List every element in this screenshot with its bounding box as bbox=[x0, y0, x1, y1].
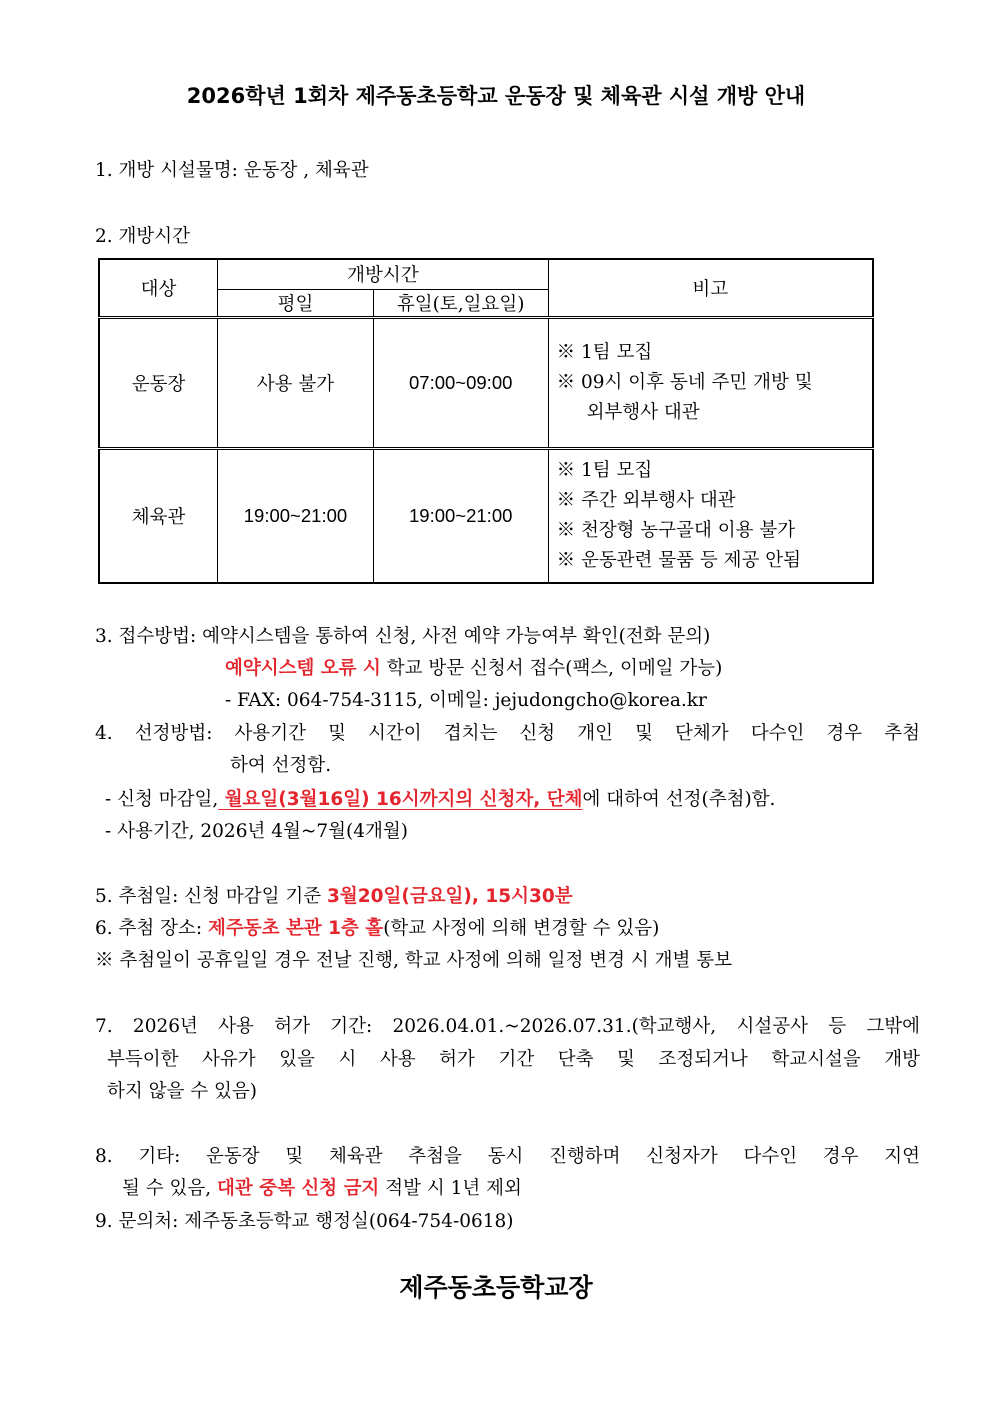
row-weekday: 19:00~21:00 bbox=[218, 448, 374, 583]
system-error-highlight: 예약시스템 오류 시 bbox=[225, 658, 381, 679]
item-other: 8. 기타: 운동장 및 체육관 추첨을 동시 진행하며 신청자가 다수인 경우 지연 bbox=[95, 1146, 920, 1167]
header-note: 비고 bbox=[548, 259, 873, 317]
item-facilities: 1. 개방 시설물명: 운동장 , 체육관 bbox=[95, 160, 369, 181]
row-notes bbox=[548, 317, 873, 448]
lottery-holiday-note: ※ 추첨일이 공휴일일 경우 전날 진행, 학교 사정에 의해 일정 변경 시 개별 통보 bbox=[95, 950, 732, 971]
item-inquiry: 9. 문의처: 제주동초등학교 행정실(064-754-0618) bbox=[95, 1211, 514, 1232]
item-permit-period: 7. 2026년 사용 허가 기간: 2026.04.01.~2026.07.31.(학교행사, 시설공사 등 그밖에 bbox=[95, 1016, 920, 1037]
deadline-post: 에 대하여 선정(추첨)함. bbox=[582, 789, 776, 810]
row-target: 체육관 bbox=[99, 448, 218, 583]
page-title: 2026학년 1회차 제주동초등학교 운동장 및 체육관 시설 개방 안내 bbox=[186, 84, 806, 108]
item-other-cont bbox=[122, 1174, 522, 1200]
item-application-alt bbox=[225, 654, 722, 680]
deadline-highlight: 월요일(3월16일) 16시까지의 신청자, 단체 bbox=[218, 789, 583, 810]
row-notes bbox=[548, 448, 873, 583]
lottery-place-post: (학교 사정에 의해 변경할 수 있음) bbox=[383, 918, 660, 939]
other-pre: 될 수 있음, bbox=[122, 1178, 218, 1199]
lottery-place-highlight: 제주동초 본관 1층 홀 bbox=[208, 918, 384, 939]
deadline-pre: - 신청 마감일, bbox=[105, 789, 219, 810]
issuer-signature: 제주동초등학교장 bbox=[399, 1273, 593, 1302]
row-holiday: 19:00~21:00 bbox=[373, 448, 548, 583]
note-line: ※ 주간 외부행사 대관 bbox=[556, 489, 736, 511]
usage-period: - 사용기간, 2026년 4월~7월(4개월) bbox=[105, 821, 408, 842]
item-selection-cont: 하여 선정함. bbox=[230, 755, 332, 776]
note-line: ※ 09시 이후 동네 주민 개방 및 bbox=[556, 371, 813, 393]
note-line: ※ 1팀 모집 bbox=[556, 341, 653, 363]
header-target: 대상 bbox=[99, 259, 218, 317]
row-weekday: 사용 불가 bbox=[218, 317, 374, 448]
header-hours: 개방시간 bbox=[218, 259, 548, 289]
schedule-table bbox=[98, 258, 874, 584]
alt-method-text: 학교 방문 신청서 접수(팩스, 이메일 가능) bbox=[380, 658, 723, 679]
lottery-place-pre: 6. 추첨 장소: bbox=[95, 918, 209, 939]
other-post: 적발 시 1년 제외 bbox=[379, 1178, 522, 1199]
contact-fax-email: - FAX: 064-754-3115, 이메일: jejudongcho@korea.kr bbox=[225, 690, 707, 711]
note-line: ※ 천장형 농구골대 이용 불가 bbox=[556, 519, 796, 541]
deadline-line bbox=[105, 785, 775, 811]
duplicate-ban-highlight: 대관 중복 신청 금지 bbox=[217, 1178, 380, 1199]
item-lottery-date bbox=[95, 882, 573, 908]
lottery-date-pre: 5. 추첨일: 신청 마감일 기준 bbox=[95, 886, 327, 907]
note-line: ※ 운동관련 물품 등 제공 안됨 bbox=[556, 549, 802, 571]
item-hours-heading: 2. 개방시간 bbox=[95, 226, 191, 247]
table-row bbox=[99, 317, 873, 448]
row-holiday: 07:00~09:00 bbox=[373, 317, 548, 448]
item-permit-cont2: 하지 않을 수 있음) bbox=[107, 1081, 257, 1102]
item-application-method: 3. 접수방법: 예약시스템을 통하여 신청, 사전 예약 가능여부 확인(전화 문의) bbox=[95, 626, 711, 647]
item-selection-method: 4. 선정방법: 사용기간 및 시간이 겹치는 신청 개인 및 단체가 다수인 경우 추첨 bbox=[95, 723, 920, 744]
table-row bbox=[99, 448, 873, 583]
item-permit-cont: 부득이한 사유가 있을 시 사용 허가 기간 단축 및 조정되거나 학교시설을 개방 bbox=[107, 1049, 920, 1070]
note-line: ※ 1팀 모집 bbox=[556, 459, 653, 481]
header-holiday: 휴일(토,일요일) bbox=[373, 289, 548, 317]
row-target: 운동장 bbox=[99, 317, 218, 448]
lottery-date-highlight: 3월20일(금요일), 15시30분 bbox=[327, 886, 573, 907]
note-line: 외부행사 대관 bbox=[586, 401, 700, 423]
header-weekday: 평일 bbox=[218, 289, 374, 317]
item-lottery-place bbox=[95, 914, 659, 940]
